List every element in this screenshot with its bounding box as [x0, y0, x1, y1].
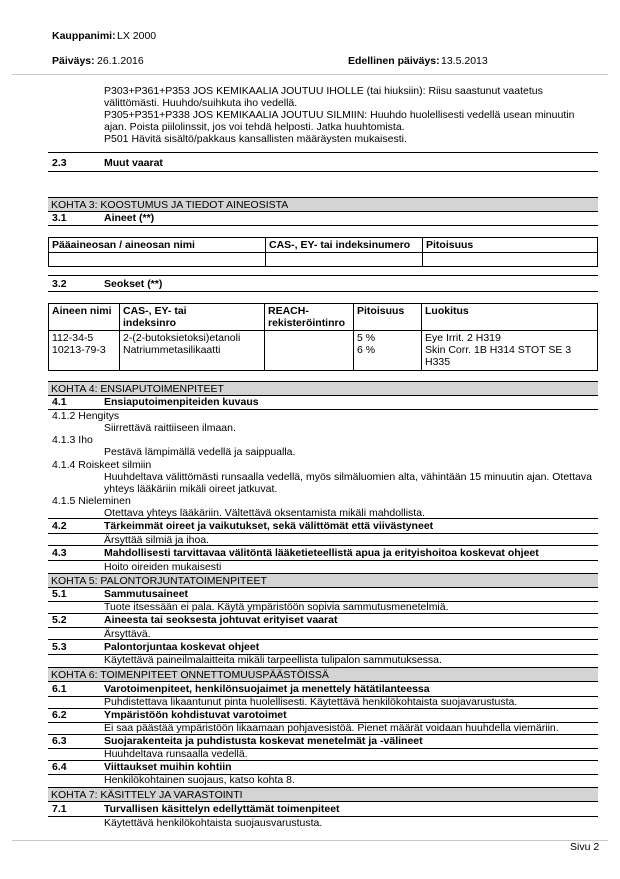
- section-6-1-text: Puhdistettava likaantunut pinta huolellisesti. Käytettävä henkilökohtaista suojavarustusta.: [104, 696, 518, 708]
- precaution-line-3: P305+P351+P338 JOS KEMIKAALIA JOUTUU SILMIIN: Huuhdo huolellisesti vedellä usean minuutin: [104, 109, 575, 121]
- section-6-3-number: 6.3: [52, 735, 67, 747]
- section-3-heading: KOHTA 3: KOOSTUMUS JA TIEDOT AINEOSISTA: [48, 197, 598, 212]
- precaution-line-5: P501 Hävitä sisältö/pakkaus kansallisten määräysten mukaisesti.: [104, 133, 407, 145]
- previous-date-value: 13.5.2013: [441, 55, 488, 67]
- subsection-label: 4.1.4 Roiskeet silmiin: [52, 459, 152, 471]
- column-header: CAS-, EY- tai indeksinumero: [266, 238, 423, 253]
- substances-table: [48, 237, 598, 267]
- column-header: Pitoisuus: [423, 238, 598, 253]
- section-4-1-title: Ensiaputoimenpiteiden kuvaus: [104, 396, 259, 408]
- mixtures-table: [48, 303, 598, 371]
- subsection-text: Otettava yhteys lääkäriin. Vältettävä oksentamista mikäli mahdollista.: [104, 507, 425, 519]
- page-number: Sivu 2: [570, 841, 600, 853]
- footer-divider: [12, 840, 608, 841]
- section-4-2-number: 4.2: [52, 520, 67, 532]
- subsection-text: Siirrettävä raittiiseen ilmaan.: [104, 422, 236, 434]
- section-3-1-number: 3.1: [52, 212, 67, 224]
- subsection-label: 4.1.2 Hengitys: [52, 410, 120, 422]
- table-cell: Eye Irrit. 2 H319 Skin Corr. 1B H314 STOT SE 3 H335: [422, 331, 598, 371]
- divider: [48, 545, 598, 546]
- previous-date-label: Edellinen päiväys:: [348, 55, 440, 67]
- section-6-heading: KOHTA 6: TOIMENPITEET ONNETTOMUUSPÄÄSTÖISSÄ: [48, 667, 598, 682]
- section-4-2-text: Ärsyttää silmiä ja ihoa.: [104, 534, 210, 546]
- date-label: Päiväys:: [52, 55, 95, 67]
- subsection-label: 4.1.5 Nieleminen: [52, 495, 131, 507]
- divider: [48, 275, 598, 276]
- section-6-3-title: Suojarakenteita ja puhdistusta koskevat menetelmät ja -välineet: [104, 735, 423, 747]
- section-5-2-text: Ärsyttävä.: [104, 628, 151, 640]
- section-4-3-text: Hoito oireiden mukaisesti: [104, 561, 222, 573]
- section-5-1-number: 5.1: [52, 588, 67, 600]
- section-6-2-text: Ei saa päästää ympäristöön likaamaan pohjavesistöä. Pienet määrät voidaan huuhdella viemäriin.: [104, 722, 559, 734]
- section-5-3-text: Käytettävä paineilmalaitteita mikäli tarpeellista tulipalon sammutuksessa.: [104, 654, 442, 666]
- section-5-heading: KOHTA 5: PALONTORJUNTATOIMENPITEET: [48, 573, 598, 588]
- divider: [48, 171, 598, 172]
- section-7-1-title: Turvallisen käsittelyn edellyttämät toimenpiteet: [104, 803, 340, 815]
- table-cell: [265, 331, 354, 371]
- section-5-2-number: 5.2: [52, 614, 67, 626]
- section-5-3-title: Palontorjuntaa koskevat ohjeet: [104, 641, 260, 653]
- table-cell: 2-(2-butoksietoksi)etanoli Natriummetasilikaatti: [120, 331, 265, 371]
- date-value: 26.1.2016: [97, 55, 144, 67]
- empty-cell: [423, 253, 598, 267]
- section-7-1-number: 7.1: [52, 803, 67, 815]
- section-6-1-number: 6.1: [52, 683, 67, 695]
- section-7-1-text: Käytettävä henkilökohtaista suojausvarustusta.: [104, 817, 323, 829]
- empty-cell: [266, 253, 423, 267]
- precaution-line-1: P303+P361+P353 JOS KEMIKAALIA JOUTUU IHOLLE (tai hiuksiin): Riisu saastunut vaatetus: [104, 85, 543, 97]
- column-header: REACH- rekisteröintinro: [265, 304, 354, 331]
- section-6-2-number: 6.2: [52, 709, 67, 721]
- section-6-4-number: 6.4: [52, 761, 67, 773]
- section-2-3-title: Muut vaarat: [104, 157, 163, 169]
- subsection-label: 4.1.3 Iho: [52, 434, 93, 446]
- section-3-2-title: Seokset (**): [104, 278, 163, 290]
- product-name-label: Kauppanimi:: [52, 30, 116, 42]
- section-6-4-text: Henkilökohtainen suojaus, katso kohta 8.: [104, 774, 295, 786]
- empty-cell: [49, 253, 266, 267]
- column-header: Luokitus: [422, 304, 598, 331]
- section-6-2-title: Ympäristöön kohdistuvat varotoimet: [104, 709, 287, 721]
- section-5-1-text: Tuote itsessään ei pala. Käytä ympäristöön sopivia sammutusmenetelmiä.: [104, 601, 449, 613]
- subsection-text: Huuhdeltava välittömästi runsaalla vedellä, myös silmäluomien alta, vähintään 15 minuutin ajan. Otettava: [104, 471, 592, 483]
- section-6-4-title: Viittaukset muihin kohtiin: [104, 761, 232, 773]
- section-4-1-number: 4.1: [52, 396, 67, 408]
- divider: [48, 225, 598, 226]
- section-3-2-number: 3.2: [52, 278, 67, 290]
- column-header: CAS-, EY- tai indeksinro: [120, 304, 265, 331]
- section-7-heading: KOHTA 7: KÄSITTELY JA VARASTOINTI: [48, 787, 598, 802]
- section-5-1-title: Sammutusaineet: [104, 588, 189, 600]
- section-5-3-number: 5.3: [52, 641, 67, 653]
- section-4-heading: KOHTA 4: ENSIAPUTOIMENPITEET: [48, 381, 598, 396]
- section-3-1-title: Aineet (**): [104, 212, 155, 224]
- subsection-text: Pestävä lämpimällä vedellä ja saippualla.: [104, 446, 296, 458]
- column-header: Pääaineosan / aineosan nimi: [49, 238, 266, 253]
- divider: [48, 518, 598, 519]
- table-cell: 112-34-5 10213-79-3: [49, 331, 120, 371]
- section-4-2-title: Tärkeimmät oireet ja vaikutukset, sekä välittömät että viivästyneet: [104, 520, 434, 532]
- section-5-2-title: Aineesta tai seoksesta johtuvat erityiset vaarat: [104, 614, 338, 626]
- header-divider: [12, 74, 608, 75]
- product-name-value: LX 2000: [117, 30, 157, 42]
- section-6-3-text: Huuhdeltava runsaalla vedellä.: [104, 748, 248, 760]
- section-2-3-number: 2.3: [52, 157, 67, 169]
- section-4-3-title: Mahdollisesti tarvittavaa välitöntä lääketieteellistä apua ja erityishoitoa koskevat ohjeet: [104, 547, 539, 559]
- divider: [48, 152, 598, 153]
- section-4-3-number: 4.3: [52, 547, 67, 559]
- divider: [48, 639, 598, 640]
- precaution-line-4: ajan. Poista piilolinssit, jos voi tehdä helposti. Jatka huuhtomista.: [104, 121, 405, 133]
- column-header: Pitoisuus: [354, 304, 422, 331]
- divider: [48, 291, 598, 292]
- column-header: Aineen nimi: [49, 304, 120, 331]
- section-6-1-title: Varotoimenpiteet, henkilönsuojaimet ja menettely hätätilanteessa: [104, 683, 430, 695]
- divider: [48, 409, 598, 410]
- precaution-line-2: välittömästi. Huuhdo/suihkuta iho vedellä.: [104, 97, 298, 109]
- table-cell: 5 % 6 %: [354, 331, 422, 371]
- subsection-text: yhteys lääkäriin mikäli oireet jatkuvat.: [104, 483, 278, 495]
